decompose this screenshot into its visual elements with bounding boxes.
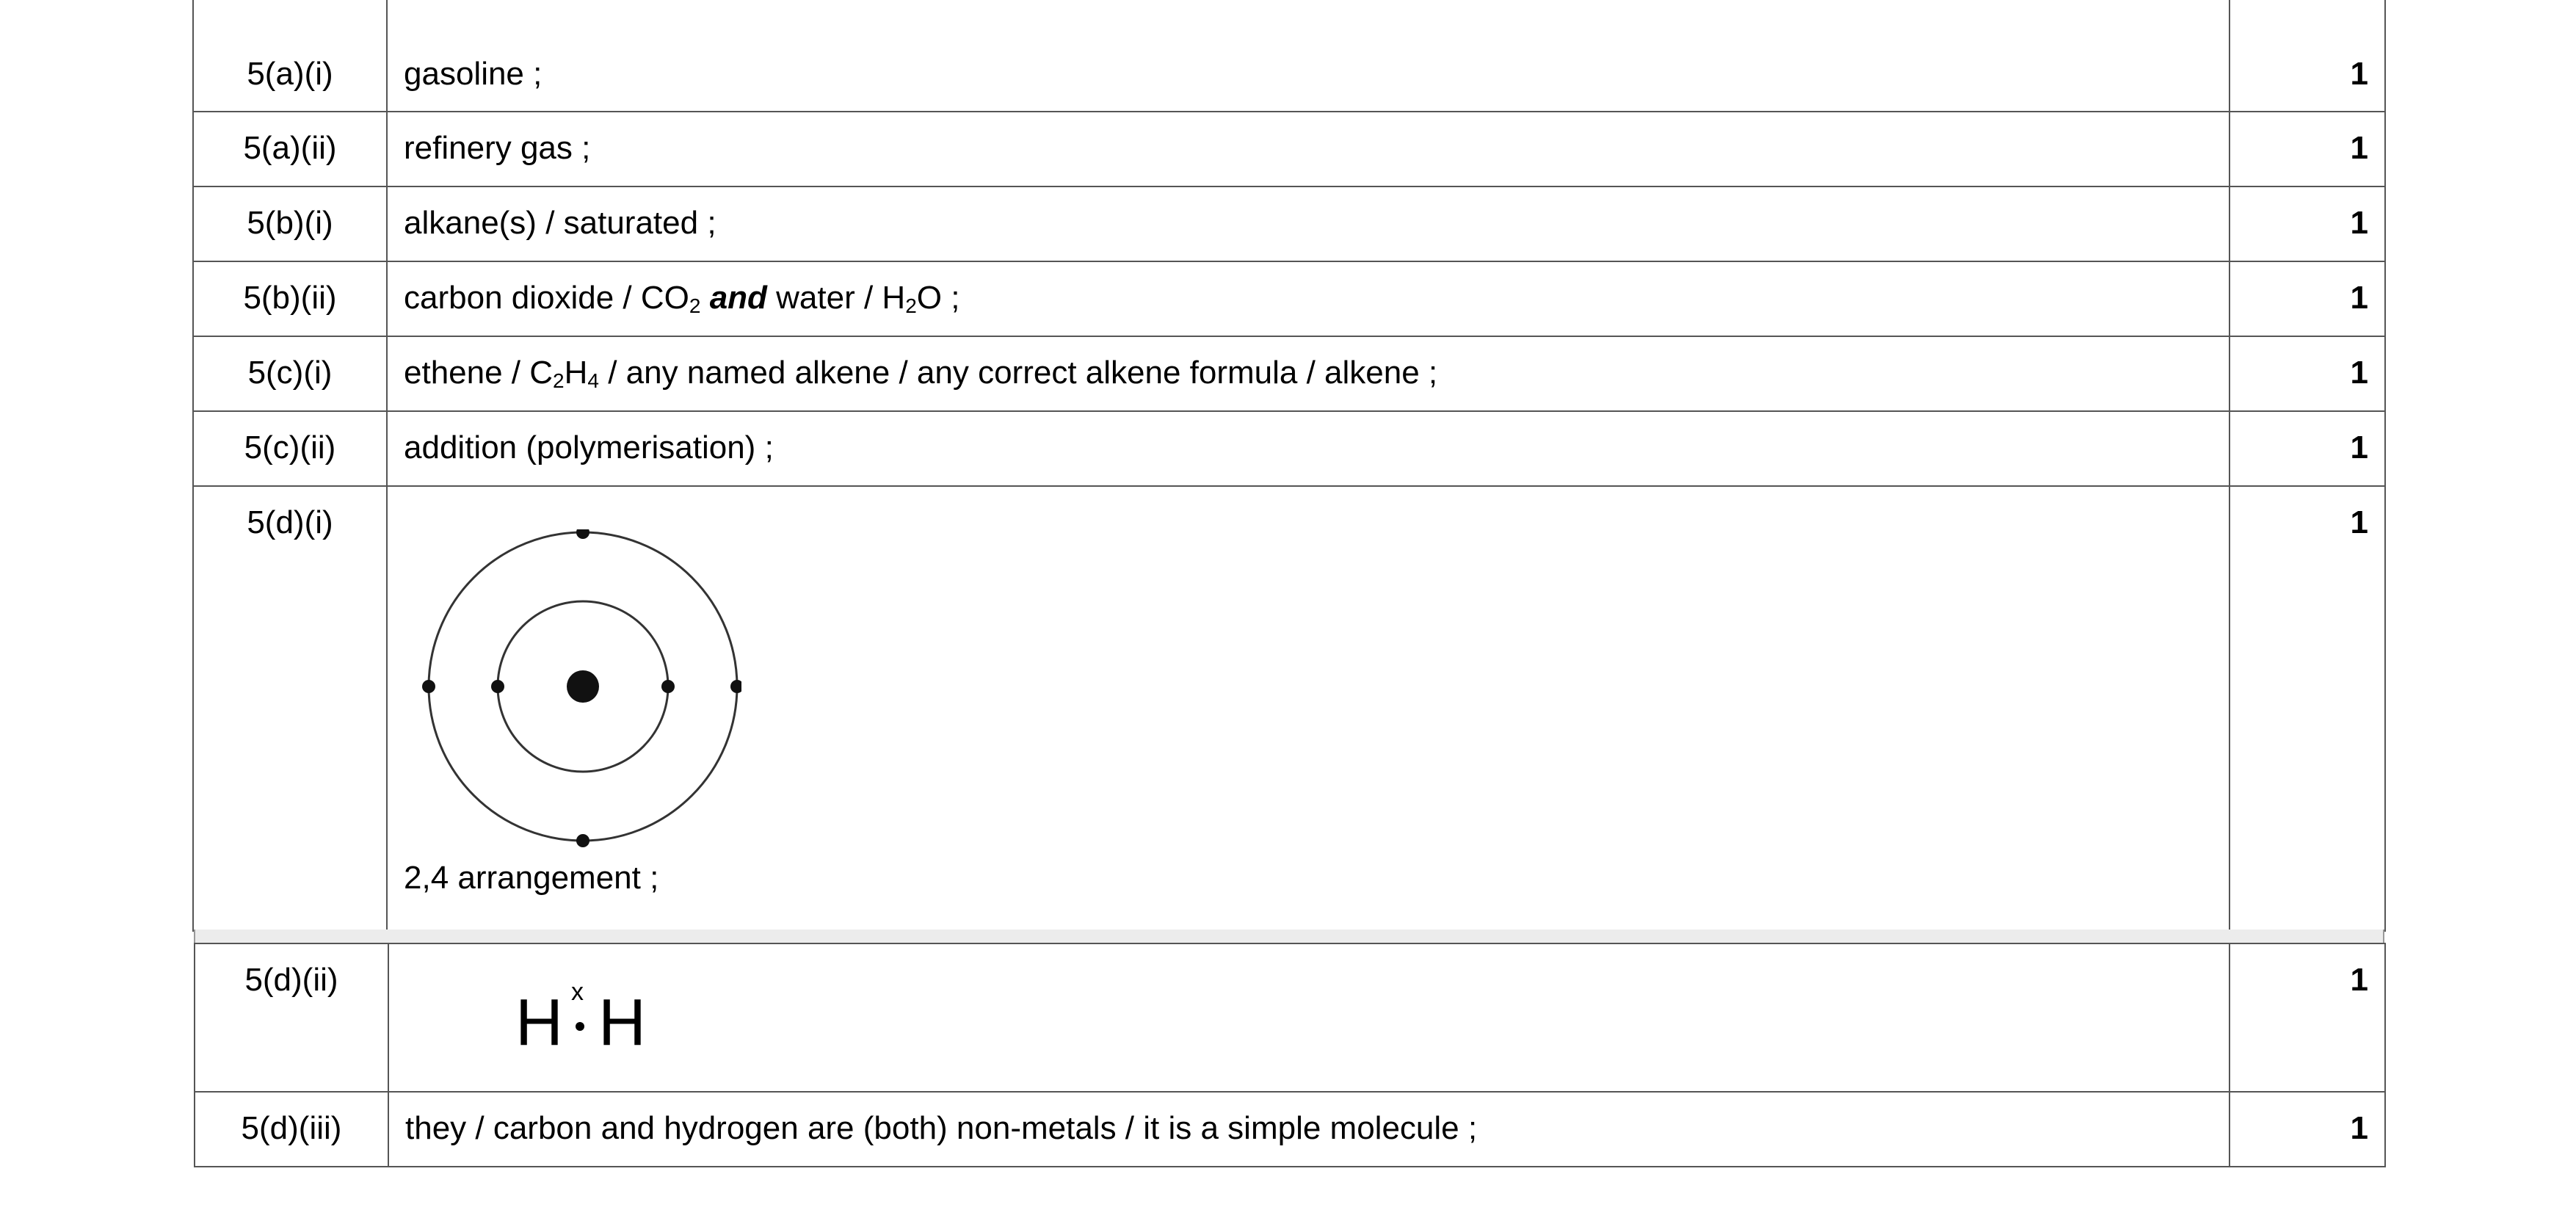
answer-text: addition (polymerisation) ; xyxy=(387,411,2229,486)
question-number: 5(d)(i) xyxy=(193,486,387,931)
electron-shell-diagram xyxy=(404,529,741,852)
answer-text: they / carbon and hydrogen are (both) non-metals / it is a simple molecule ; xyxy=(388,1092,2229,1167)
electron xyxy=(576,529,589,539)
answer-part: H xyxy=(564,355,588,391)
electron xyxy=(730,680,741,693)
mark-value: 1 xyxy=(2229,1092,2385,1167)
table-row xyxy=(195,943,2385,1092)
mark-value: 1 xyxy=(2229,336,2385,411)
table-row xyxy=(193,336,2385,411)
subscript: 4 xyxy=(587,369,599,392)
table-row xyxy=(193,112,2385,186)
answer-cell xyxy=(388,943,2229,1092)
table-row xyxy=(193,186,2385,261)
electron xyxy=(661,680,675,693)
dot-electron xyxy=(576,1022,584,1031)
answer-and: and xyxy=(709,280,767,316)
electron xyxy=(576,834,589,847)
answer-text xyxy=(387,261,2229,336)
mark-scheme-table xyxy=(192,0,2386,932)
mark-value: 1 xyxy=(2229,261,2385,336)
question-number: 5(a)(ii) xyxy=(193,112,387,186)
mark-value: 1 xyxy=(2229,943,2385,1092)
question-number: 5(a)(i) xyxy=(193,0,387,112)
mark-value: 1 xyxy=(2229,0,2385,112)
question-number: 5(c)(ii) xyxy=(193,411,387,486)
electron xyxy=(422,680,435,693)
answer-part: O ; xyxy=(916,280,960,316)
answer-cell xyxy=(387,486,2229,931)
mark-value: 1 xyxy=(2229,186,2385,261)
answer-text: alkane(s) / saturated ; xyxy=(387,186,2229,261)
subscript: 2 xyxy=(553,369,565,392)
table-row xyxy=(193,486,2385,931)
answer-text: 2,4 arrangement ; xyxy=(404,860,659,896)
mark-value: 1 xyxy=(2229,112,2385,186)
mark-value: 1 xyxy=(2229,411,2385,486)
answer-text: refinery gas ; xyxy=(387,112,2229,186)
mark-value: 1 xyxy=(2229,486,2385,931)
mark-scheme-table-continued xyxy=(194,943,2386,1167)
answer-part: water / H xyxy=(766,280,906,316)
cross-electron: x xyxy=(571,978,584,1006)
table-row xyxy=(193,411,2385,486)
table-row xyxy=(193,0,2385,112)
question-number: 5(d)(ii) xyxy=(195,943,388,1092)
answer-text xyxy=(387,336,2229,411)
subscript: 2 xyxy=(689,294,701,317)
dot-cross-diagram xyxy=(515,978,2229,1059)
table-row xyxy=(195,1092,2385,1167)
nucleus xyxy=(567,670,599,703)
electron xyxy=(491,680,504,693)
answer-part: ethene / C xyxy=(404,355,554,391)
page-break-band xyxy=(194,930,2384,943)
subscript: 2 xyxy=(905,294,917,317)
hydrogen-atom-label: H xyxy=(598,986,646,1059)
question-number: 5(b)(ii) xyxy=(193,261,387,336)
answer-part: / any named alkene / any correct alkene formula / alkene ; xyxy=(598,355,1438,391)
electron-shell-figure xyxy=(404,504,2224,901)
table-row xyxy=(193,261,2385,336)
answer-part: carbon dioxide / CO xyxy=(404,280,689,316)
question-number: 5(b)(i) xyxy=(193,186,387,261)
question-number: 5(c)(i) xyxy=(193,336,387,411)
answer-text: gasoline ; xyxy=(387,0,2229,112)
hydrogen-atom-label: H xyxy=(515,986,563,1059)
question-number: 5(d)(iii) xyxy=(195,1092,388,1167)
